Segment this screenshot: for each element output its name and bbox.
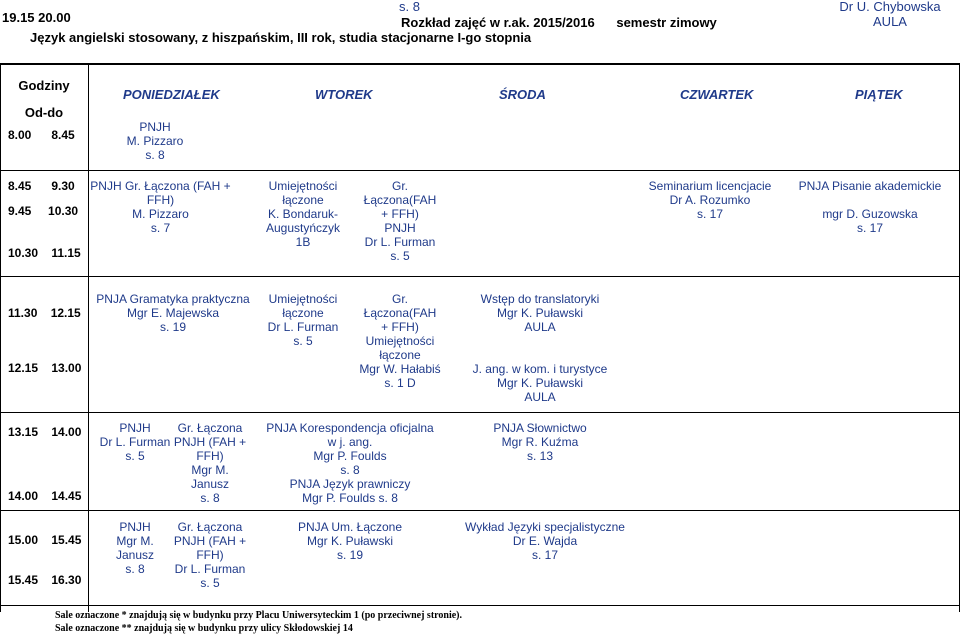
class-line: mgr D. Guzowska	[822, 207, 918, 221]
class-line: J. ang. w kom. i turystyce	[472, 362, 608, 376]
time-slot: 14.00 14.45	[8, 489, 82, 503]
class-line: PNJH	[119, 520, 151, 534]
class-block	[345, 292, 455, 390]
class-line: PNJA Język prawniczy	[289, 477, 411, 491]
class-line: AULA	[524, 390, 556, 404]
class-block	[100, 120, 210, 162]
class-block	[165, 520, 255, 590]
footnote: Sale oznaczone ** znajdują się w budynku przy ulicy Skłodowskiej 14	[55, 623, 353, 634]
class-line: Mgr E. Majewska	[126, 306, 220, 320]
class-line: Mgr R. Kuźma	[501, 435, 579, 449]
class-line: Seminarium licencjacie	[648, 179, 772, 193]
class-line: Dr L. Furman	[267, 320, 339, 334]
class-line: w j. ang.	[327, 435, 373, 449]
class-line: K. Bondaruk-	[267, 207, 339, 221]
class-block	[255, 520, 445, 562]
class-line: PNJH	[119, 421, 151, 435]
class-line: PNJH Gr. Łączona (FAH +	[90, 179, 231, 193]
class-block	[460, 362, 620, 404]
rule-row-1	[0, 170, 960, 171]
hours-label: Godziny	[18, 78, 70, 93]
time-slot: 8.45 9.30	[8, 179, 75, 193]
class-block	[248, 292, 358, 348]
class-line: s. 17	[696, 207, 723, 221]
time-slot: 11.30 12.15	[8, 306, 81, 320]
top-right-info	[820, 0, 960, 29]
class-line: Dr L. Furman	[364, 235, 436, 249]
class-line: Mgr M.	[116, 534, 154, 548]
class-line: Janusz	[190, 477, 230, 491]
time-slot: 13.15 14.00	[8, 425, 82, 439]
class-line: M. Pizzaro	[132, 207, 189, 221]
class-line: 1B	[295, 235, 311, 249]
rule-hours	[88, 64, 89, 612]
class-line: s. 1 D	[384, 376, 416, 390]
class-line: s. 5	[200, 576, 220, 590]
class-line: łączone	[282, 306, 324, 320]
class-line: Mgr K. Puławski	[306, 534, 394, 548]
class-line: Łączona(FAH	[363, 193, 437, 207]
class-line: FFH)	[146, 193, 175, 207]
day-friday: PIĄTEK	[855, 87, 903, 102]
class-line: + FFH)	[381, 207, 419, 221]
day-monday: PONIEDZIAŁEK	[123, 87, 220, 102]
top-right-room: AULA	[873, 14, 907, 29]
class-line: s. 17	[531, 548, 558, 562]
class-block	[95, 520, 175, 576]
class-block	[248, 179, 358, 249]
class-line: Gr. Łączona	[177, 520, 243, 534]
class-line: Mgr K. Puławski	[496, 376, 584, 390]
footnote: Sale oznaczone * znajdują się w budynku przy Placu Uniwersyteckim 1 (po przeciwnej stronie).	[55, 610, 463, 621]
rule-row-5	[0, 605, 960, 606]
rule-row-2	[0, 276, 960, 277]
class-line: s. 8	[125, 562, 145, 576]
class-line: łączone	[282, 193, 324, 207]
class-line: PNJA Gramatyka praktyczna	[96, 292, 250, 306]
class-line: Umiejętności	[268, 179, 338, 193]
time-slot: 15.45 16.30	[8, 573, 82, 587]
class-line: s. 7	[150, 221, 171, 235]
class-line: PNJH	[139, 120, 171, 134]
class-line: Gr.	[391, 179, 408, 193]
top-room: s. 8	[399, 0, 420, 14]
class-line: Mgr W. Hałabiś	[359, 362, 441, 376]
day-thursday: CZWARTEK	[680, 87, 754, 102]
class-line: Gr. Łączona	[177, 421, 243, 435]
page-title: Rozkład zajęć w r.ak. 2015/2016 semestr zimowy	[401, 15, 717, 30]
class-line: s. 5	[293, 334, 313, 348]
class-block	[88, 292, 258, 334]
class-block	[790, 179, 950, 235]
class-line: PNJH (FAH +	[173, 435, 247, 449]
class-line: s. 19	[159, 320, 186, 334]
class-block	[460, 421, 620, 463]
top-right-teacher: Dr U. Chybowska	[839, 0, 941, 14]
class-line: + FFH)	[381, 320, 419, 334]
day-wednesday: ŚRODA	[499, 87, 546, 102]
class-line: Umiejętności	[268, 292, 338, 306]
class-line: Mgr P. Foulds s. 8	[302, 491, 398, 505]
class-line: PNJA Pisanie akademickie	[798, 179, 942, 193]
class-block	[630, 179, 790, 221]
class-line: Wstęp do translatoryki	[480, 292, 600, 306]
class-line: PNJA Korespondencja oficjalna	[266, 421, 434, 435]
class-line: s. 8	[200, 491, 220, 505]
time-slot: 12.15 13.00	[8, 361, 82, 375]
hours-sublabel: Od-do	[24, 105, 64, 120]
class-block	[88, 179, 233, 235]
class-line: s. 8	[340, 463, 360, 477]
class-line: łączone	[379, 348, 421, 362]
class-line: Dr E. Wajda	[512, 534, 578, 548]
class-line: s. 5	[125, 449, 145, 463]
class-block	[445, 520, 645, 562]
class-line: Augustyńczyk	[265, 221, 341, 235]
class-line: Dr A. Rozumko	[669, 193, 751, 207]
class-block	[255, 477, 445, 505]
class-line: FFH)	[196, 449, 224, 463]
class-line: Dr L. Furman	[99, 435, 171, 449]
class-line: M. Pizzaro	[126, 134, 184, 148]
class-block	[95, 421, 175, 463]
rule-row-3	[0, 412, 960, 413]
class-line: s. 5	[390, 249, 410, 263]
hours-header	[0, 72, 88, 126]
rule-row-4	[0, 510, 960, 511]
day-tuesday: WTOREK	[315, 87, 373, 102]
rule-top	[0, 63, 960, 65]
class-line: Umiejętności	[365, 334, 435, 348]
class-line: Dr L. Furman	[174, 562, 246, 576]
time-slot: 10.30 11.15	[8, 246, 81, 260]
class-block	[460, 292, 620, 334]
class-line: PNJH	[384, 221, 416, 235]
time-slot: 9.45 10.30	[8, 204, 79, 218]
class-line: Łączona(FAH	[363, 306, 437, 320]
class-line: s. 13	[526, 449, 553, 463]
time-slot: 15.00 15.45	[8, 533, 82, 547]
class-block	[345, 179, 455, 263]
class-block	[255, 421, 445, 477]
class-line: Janusz	[115, 548, 155, 562]
rule-left	[0, 64, 1, 612]
class-line: PNJH (FAH +	[173, 534, 247, 548]
class-line: Gr.	[391, 292, 408, 306]
top-left-time: 19.15 20.00	[2, 10, 71, 25]
class-line: Mgr M.	[191, 463, 229, 477]
class-line: Mgr K. Puławski	[496, 306, 584, 320]
class-line: s. 17	[856, 221, 883, 235]
class-line: Mgr P. Foulds	[313, 449, 387, 463]
class-block	[165, 421, 255, 505]
class-line: FFH)	[196, 548, 224, 562]
class-line: s. 8	[145, 148, 165, 162]
page-subtitle: Język angielski stosowany, z hiszpańskim, III rok, studia stacjonarne I-go stopnia	[30, 30, 532, 45]
class-line: PNJA Um. Łączone	[297, 520, 403, 534]
class-line	[790, 193, 950, 207]
class-line: s. 19	[336, 548, 363, 562]
class-line: AULA	[524, 320, 556, 334]
class-line: PNJA Słownictwo	[493, 421, 587, 435]
time-slot: 8.00 8.45	[8, 128, 75, 142]
class-line: Wykład Języki specjalistyczne	[465, 520, 625, 534]
